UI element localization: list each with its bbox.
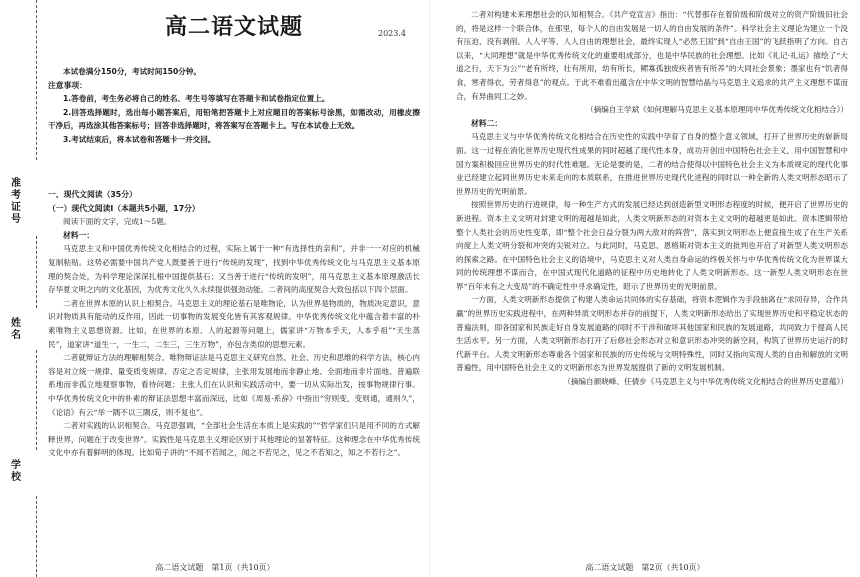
paragraph: 按照世界历史的行进规律，每一种生产方式的发展已经达到创造新型文明形态程度的时候，便开启了世界历史的新进程。资本主义文明对封建文明的超越是如此，人类文明新形态的对资本主义文明的超越更是如此。资本逻辑带给整个人类社会的历史性变革，即“整个社会日益分裂为两大敌对的阵营”，落实到文明形态上便直接生成了在生产关系向度上人类文明分裂和冲突的尖锐对立。与此同时，马克思、恩格斯对资本主义的批判也开启了对新型人类文明形态的探索之路。在中国特色社会主义的语境中，马克思主义对人类自身命运的终极关怀与中华优秀传统文化为世界谋大同的传统理想不谋而合，在中国式现代化道路的征程中历史地转化了人类文明新形态。这一新型人类文明形态在世界“百年未有之大变局”的不确定性中寻求确定性，昭示了世界历史的光明前景。 <box>456 200 848 291</box>
paragraph: 马克思主义和中国优秀传统文化相结合的过程，实际上属于一种“有选择性的亲和”，并非一一对应的机械复制粘贴。这势必需要中国共产党人既要善于进行“传统的发现”，找到中华优秀传统文化与马克思主义基本原理的契合处，为科学理论深深扎根中国提供基石；又当善于进行“传统的发明”，用马克思主义基本原理激活长存华夏文明之内的文化基因，为优秀文化久久永续提供强劲动能。二者间的高度契合大致包括以下四个层面。 <box>48 244 420 295</box>
page-footer: 高二语文试题 第1页（共10页） <box>155 563 275 572</box>
paragraph: 马克思主义与中华优秀传统文化相结合在历史性的实践中孕育了自身的整个意义领域，打开了世界历史的崭新局面。这一过程在消化世界历史现代性成果的同时超越了现代性本身，成功开创出中国特色社会主义，用中国智慧和中国方案积极回应世界历史的时代性难题。无论是要的是，二者的结合使得以中国特色社会主义为本质规定的现代化事业已经建立起同世界历史未来走向的本质联系，在推进世界历史现代化进程的同时以一种全新的人类文明形态昭示了世界历史的光明前景。 <box>456 132 848 196</box>
section-1a-heading: （一）现代文阅读Ⅰ（本题共5小题，17分） <box>48 203 200 213</box>
name-label: 姓名 <box>11 318 21 341</box>
binding-margin <box>0 0 40 577</box>
exam-date: 2023.4 <box>378 29 406 38</box>
right-page <box>430 0 860 577</box>
source-citation: （摘编自颜晓峰、任倩步《马克思主义与中华优秀传统文化相结合的世界历史意蕴》） <box>563 377 848 387</box>
note-2: 2.回答选择题时，选出每小题答案后，用铅笔把答题卡上对应题目的答案标号涂黑，如需改动，用橡皮擦干净后，再选涂其他答案标号；回答非选择题时，将答案写在答题卡上。写在本试卷上无效。 <box>48 107 420 131</box>
exam-id-label: 准考证号 <box>11 178 21 225</box>
binding-dash-line <box>36 0 37 160</box>
exam-title: 高二语文试题 <box>164 15 303 40</box>
material-1-label: 材料一： <box>63 230 95 240</box>
paragraph: 二者对实践的认识相契合。马克思强调，“全部社会生活在本质上是实践的”“哲学家们只是用不同的方式解释世界，问题在于改变世界”。实践性是马克思主义理论区别于其他理论的显著特征。这种理念在中华优秀传统文化中亦有着鲜明的体现。比如荀子讲的“不闻不若闻之，闻之不若见之，见之不若知之，知之不若行之”。 <box>48 421 420 458</box>
material-2-label: 材料二： <box>471 118 503 128</box>
school-label: 学校 <box>11 460 21 483</box>
paragraph: 二者在世界本原的认识上相契合。马克思主义的理论基石是唯物论，认为世界是物质的，物质决定意识，意识对物质具有能动的反作用，因此一切事物的发展变化皆有其客观规律。中华优秀传统文化中蕴含着丰富的朴素唯物主义思想资源。比如，在世界的本原、人的起源等问题上，儒家讲“万物本乎天，人本乎祖”“天生蒸民”，道家讲“道生一，一生二，二生三，三生万物”，亦包含类似的思想元素。 <box>48 298 420 349</box>
note-1: 1.答卷前，考生务必将自己的姓名、考生号等填写在答题卡和试卷指定位置上。 <box>63 94 330 104</box>
page-footer: 高二语文试题 第2页（共10页） <box>585 563 705 572</box>
paragraph: 二者对构建未来理想社会的认知相契合。《共产党宣言》指出：“代替那存在着阶级和阶级对立的资产阶级旧社会的，将是这样一个联合体，在那里，每个人的自由发展是一切人的自由发展的条件”。科学社会主义理论为建立一个没有压迫、没有剥削、人人平等、人人自由的理想社会，最终实现人“必然王国”到“自由王国”的飞跃指明了方向。自古以来，“大同理想”就是中华优秀传统文化的重要组成部分，也是中华民族的社会理想。比如《礼记·礼运》描绘了“大道之行，天下为公”“老有所终，壮有所用，幼有所长，鳏寡孤独废疾者皆有所养”的大同社会景象；墨家也有“饥者得食，寒者得衣，劳者得息”的观点。于此不难看出蕴含在中华文明的智慧结晶与马克思主义追求的共产主义理想不谋而合，有异曲同工之妙。 <box>456 10 848 101</box>
binding-dash-line <box>36 350 37 450</box>
intro-text: 本试卷满分150分，考试时间150分钟。 <box>63 67 202 76</box>
source-citation: （摘编自王学斌《如何理解马克思主义基本原理同中华优秀传统文化相结合》） <box>586 105 848 115</box>
section-1-heading: 一、现代文阅读（35分） <box>48 190 137 199</box>
notes-heading: 注意事项： <box>48 80 87 90</box>
paragraph: 二者就辩证方法的理解相契合。唯物辩证法是马克思主义研究自然、社会、历史和思维的科学方法，核心内容是对立统一规律、量变质变规律、否定之否定规律，主张用发展地而非静止地、全面地而非片面地、普遍联系地而非孤立地观察事物，看待问题；主张人们在认识和实践活动中，要一切从实际出发，按事物规律行事。中华优秀传统文化中的朴素的辩证法思想丰富而深远，比如《周易·系辞》中指出“穷则变，变则通，通则久”，《论语》有云“举一隅不以三隅反，则不复也”。 <box>48 353 420 417</box>
reading-instruction: 阅读下面的文字，完成1～5题。 <box>63 217 172 227</box>
binding-dash-line <box>36 236 37 308</box>
paragraph: 一方面，人类文明新形态提供了构建人类命运共同体的实存基础，将资本逻辑作为手段抽离在“求同存异，合作共赢”的世界历史实践进程中，在两种异质文明形态并存的前提下，人类文明新形态给出了实现世界历史和平稳定状态的普遍法则，即各国家和民族走好自身发展道路的同时不干涉和破坏其他国家和民族的发展道路，共同致力于提高人民生活水平。另一方面，人类文明新形态打开了后修社会形态对立和意识形态冲突的新空间，构筑了世界历史运行的时代新平台。人类文明新形态尊重各个国家和民族的历史传统与文明特殊性，同时又指向实现人类的自由和解放的文明普遍性，用中国特色社会主义的文明新形态为世界发展提供了新的文明发展机制。 <box>456 295 848 373</box>
note-3: 3.考试结束后，将本试卷和答题卡一并交回。 <box>63 134 216 144</box>
